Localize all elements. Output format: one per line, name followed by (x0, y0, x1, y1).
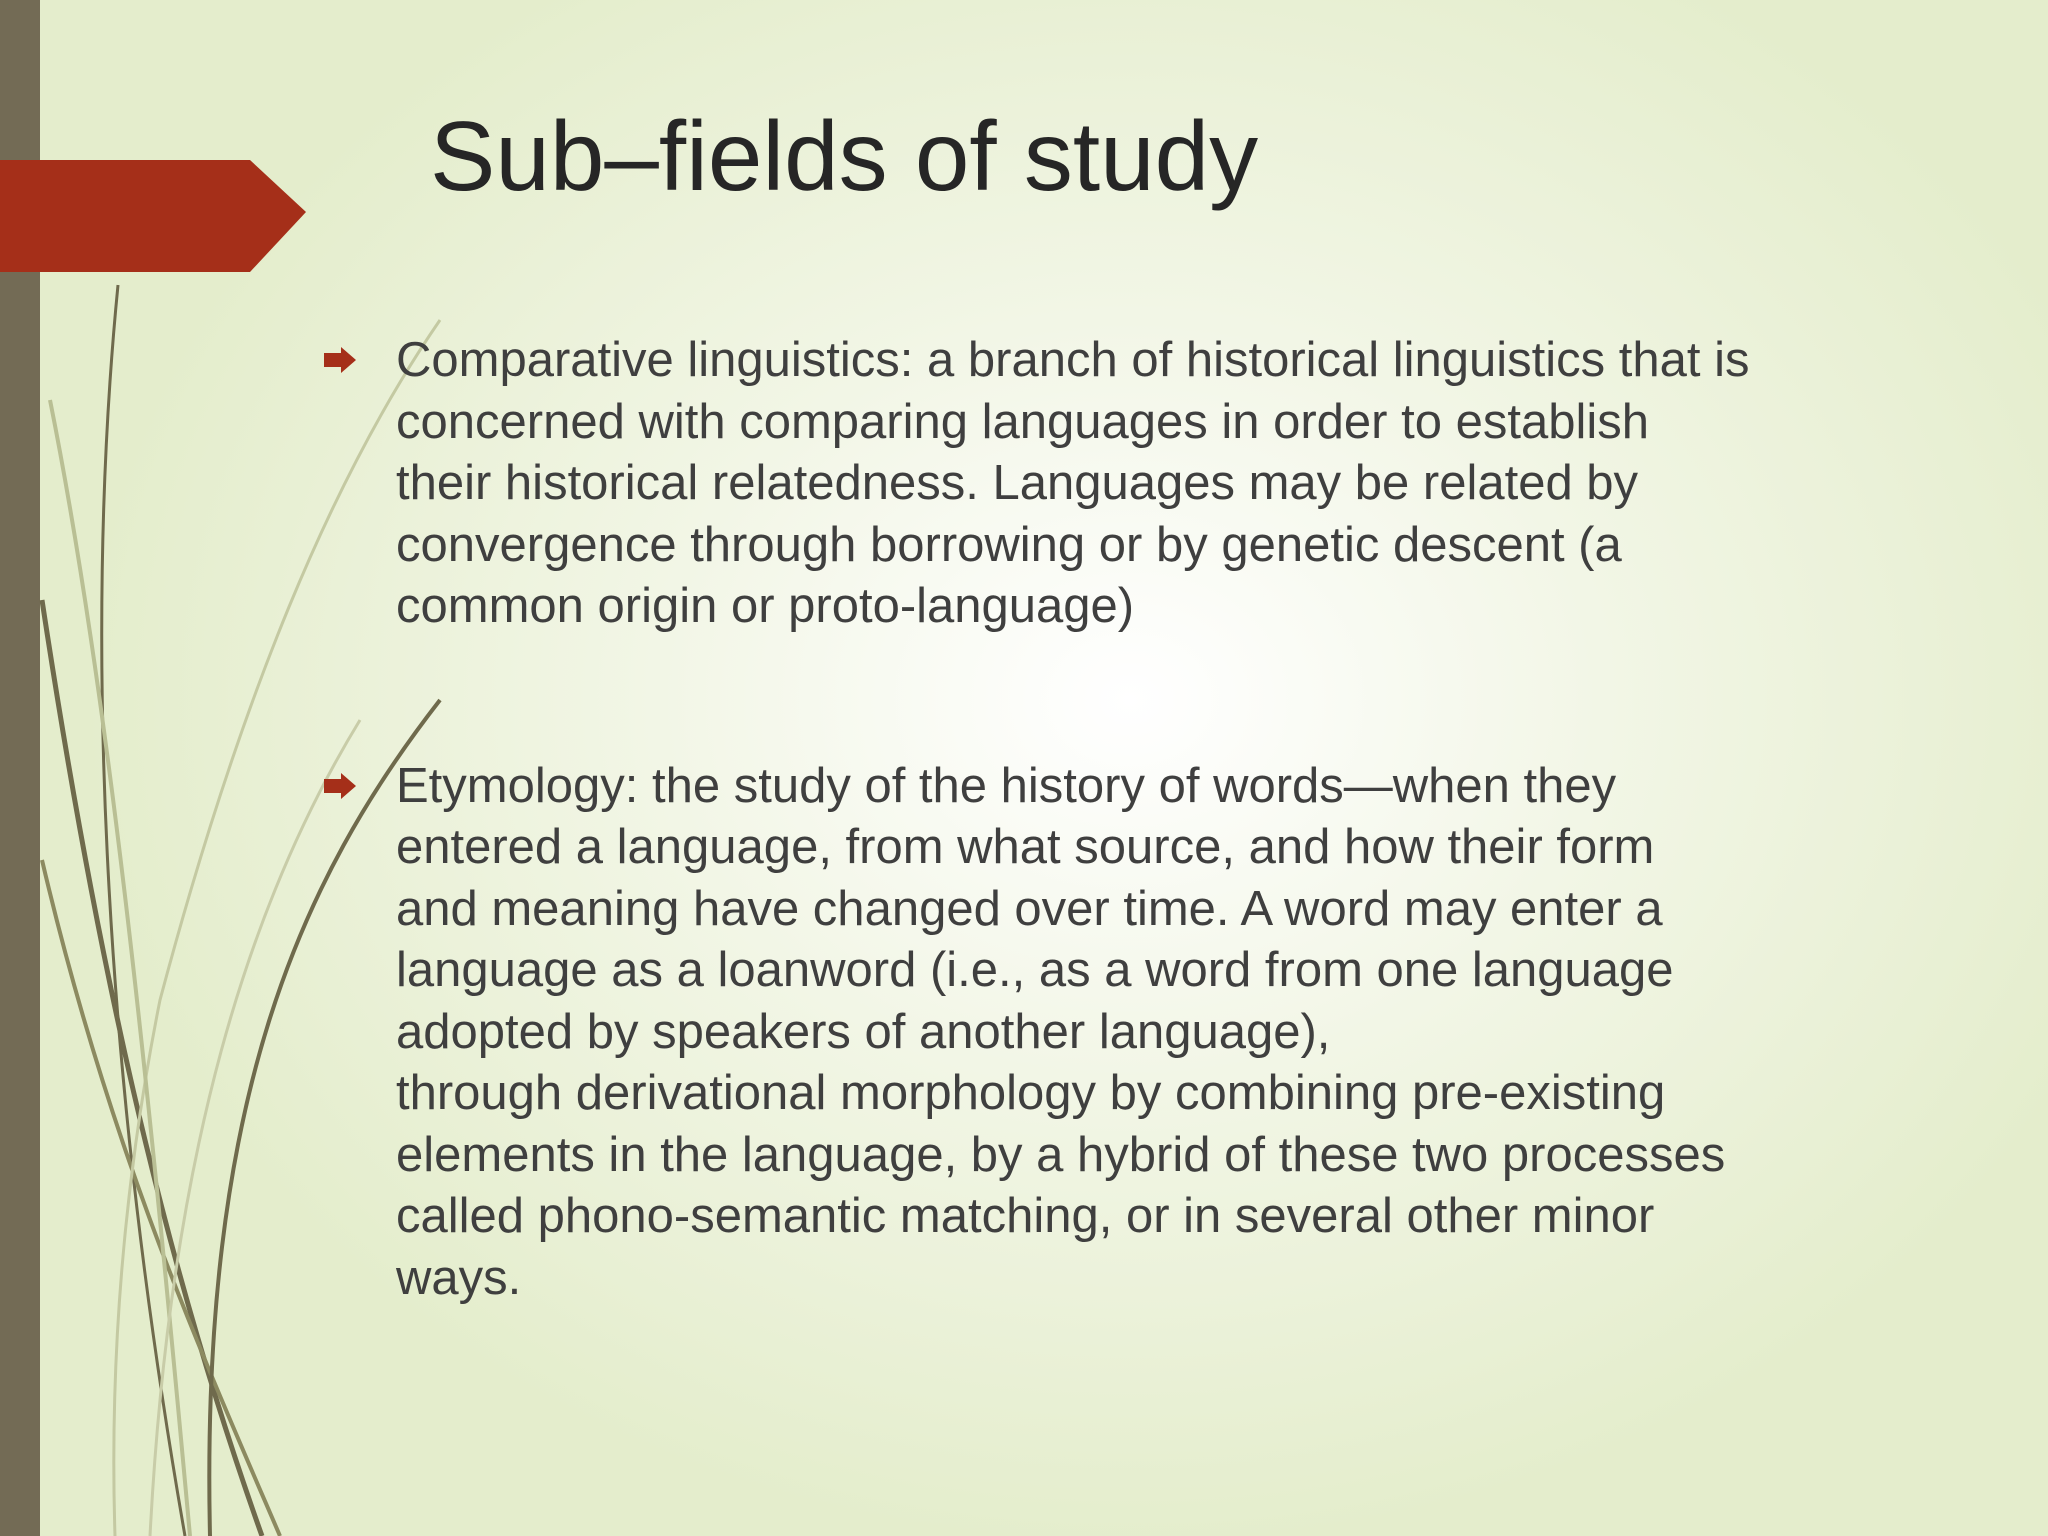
bullet-item (320, 330, 1960, 638)
title-accent-banner (0, 160, 310, 272)
bullet-text: Comparative linguistics: a branch of historical linguistics that is concerned with comparing languages in order to establish their historical relatedness. Languages may be related by convergence through borrowing or by genetic descent (a common origin or proto-language) (396, 333, 1750, 633)
slide-title: Sub–fields of study (430, 101, 1259, 211)
arrow-bullet-icon (324, 347, 356, 373)
bullet-item (320, 756, 1960, 1310)
bullet-text: Etymology: the study of the history of words—when they entered a language, from what source, and how their form and meaning have changed over time. A word may enter a language as a loanword (i.e., as a word from one language adopted by speakers of another language), through derivational morphology by combining pre-existing elements in the language, by a hybrid of these two processes called phono-semantic matching, or in several other minor ways. (396, 758, 1726, 1305)
arrow-bullet-icon (324, 773, 356, 799)
bullet-list (320, 330, 1960, 1309)
